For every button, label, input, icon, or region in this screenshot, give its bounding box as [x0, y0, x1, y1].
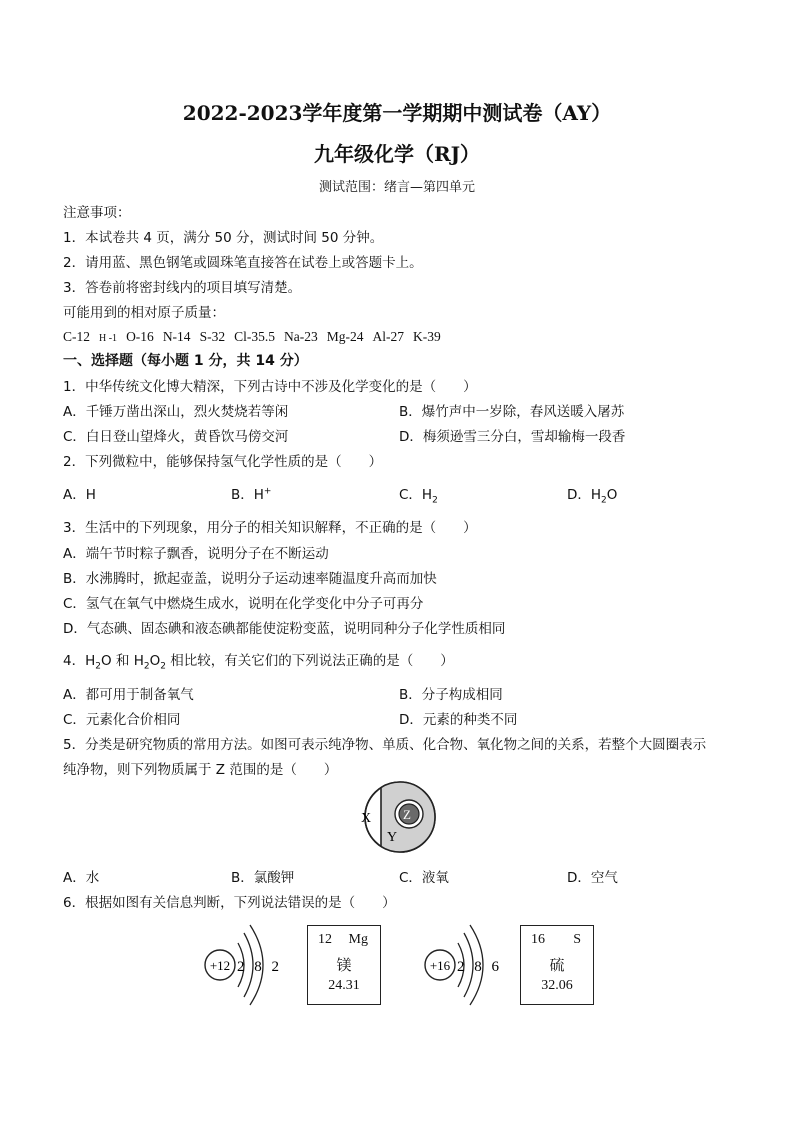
q4-sub: 2 — [160, 661, 166, 672]
exam-subtitle: 九年级化学（RJ） — [313, 142, 481, 166]
s-atom-diagram — [420, 915, 515, 1015]
question-4-stem — [63, 649, 454, 672]
mg-atomic-number: 12 — [318, 932, 332, 947]
label-z: Z — [403, 807, 411, 822]
q4-text: 相比较，有关它们的下列说法正确的是（ ） — [165, 653, 454, 669]
q4-option-a: A．都可用于制备氧气 — [63, 687, 194, 703]
q2-d-tail: O — [606, 487, 618, 503]
q1-option-c: C．白日登山望烽火，黄昏饮马傍交河 — [63, 429, 289, 445]
q2-option-d — [567, 483, 617, 506]
q2-d-text: D．H — [567, 487, 602, 503]
note-item: 3．答卷前将密封线内的项目填写清楚。 — [63, 280, 302, 296]
question-6-stem: 6．根据如图有关信息判断，下列说法错误的是（ ） — [63, 895, 396, 911]
mass-item: Al-27 — [372, 329, 404, 344]
q4-option-c: C．元素化合价相同 — [63, 712, 181, 728]
question-5-stem-line2: 纯净物，则下列物质属于 Z 范围的是（ ） — [63, 762, 338, 778]
question-1-stem: 1．中华传统文化博大精深，下列古诗中不涉及化学变化的是（ ） — [63, 379, 477, 395]
q5-option-c: C．液氧 — [399, 870, 449, 886]
atomic-masses — [63, 326, 450, 345]
question-2-stem: 2．下列微粒中，能够保持氢气化学性质的是（ ） — [63, 454, 383, 470]
mass-item: H -1 — [99, 333, 118, 344]
s-nucleus-label: +16 — [429, 958, 451, 973]
mg-mass: 24.31 — [328, 978, 360, 993]
s-element-card — [520, 925, 594, 1005]
q4-text: O — [149, 653, 161, 669]
question-3-stem: 3．生活中的下列现象，用分子的相关知识解释，不正确的是（ ） — [63, 520, 477, 536]
mg-atom-diagram — [200, 915, 295, 1015]
q4-text: 4．H — [63, 653, 96, 669]
q2-b-sup: + — [263, 486, 272, 497]
q2-c-text: C．H — [399, 487, 433, 503]
label-x: X — [361, 811, 372, 826]
q4-sub: 2 — [95, 661, 101, 672]
q1-option-b: B．爆竹声中一岁除，春风送暖入屠苏 — [399, 404, 625, 420]
mass-heading: 可能用到的相对原子质量： — [63, 305, 225, 321]
s-name: 硫 — [549, 956, 565, 974]
mass-item: Cl-35.5 — [234, 329, 275, 344]
mg-symbol: Mg — [348, 932, 368, 947]
q5-option-b: B．氯酸钾 — [231, 870, 295, 886]
q3-option-a: A．端午节时粽子飘香，说明分子在不断运动 — [63, 546, 329, 562]
note-item: 2．请用蓝、黑色钢笔或圆珠笔直接答在试卷上或答题卡上。 — [63, 255, 423, 271]
label-y: Y — [387, 830, 398, 845]
note-item: 1．本试卷共 4 页，满分 50 分，测试时间 50 分钟。 — [63, 230, 384, 246]
q5-option-d: D．空气 — [567, 870, 618, 886]
section-title: 一、选择题（每小题 1 分，共 14 分） — [63, 353, 308, 369]
mass-item: Na-23 — [283, 329, 318, 344]
mg-shell-electrons: 2 8 2 — [237, 959, 282, 975]
q2-option-b — [231, 483, 271, 503]
mg-element-card — [307, 925, 381, 1005]
q3-option-d: D．气态碘、固态碘和液态碘都能使淀粉变蓝，说明同种分子化学性质相同 — [63, 621, 506, 637]
exam-scope: 测试范围：绪言—第四单元 — [318, 180, 475, 195]
notes-heading: 注意事项： — [63, 205, 131, 221]
mass-item: Mg-24 — [326, 329, 364, 344]
q5-option-a: A．水 — [63, 870, 100, 886]
mass-item: K-39 — [412, 329, 441, 344]
mass-item: N-14 — [162, 329, 191, 344]
mg-name: 镁 — [336, 956, 352, 974]
s-mass: 32.06 — [541, 978, 573, 993]
q4-option-d: D．元素的种类不同 — [399, 712, 518, 728]
s-symbol: S — [573, 932, 581, 947]
mass-item: O-16 — [126, 329, 154, 344]
q1-option-a: A．千锤万凿出深山，烈火焚烧若等闲 — [63, 404, 289, 420]
q2-c-sub: 2 — [432, 495, 438, 506]
mass-item: C-12 — [63, 329, 90, 344]
s-shell-electrons: 2 8 6 — [457, 959, 502, 975]
exam-title: 2022-2023学年度第一学期期中测试卷（AY） — [182, 101, 612, 125]
s-atomic-number: 16 — [531, 932, 545, 947]
q3-option-b: B．水沸腾时，掀起壶盖，说明分子运动速率随温度升高而加快 — [63, 571, 437, 587]
q3-option-c: C．氢气在氧气中燃烧生成水，说明在化学变化中分子可再分 — [63, 596, 424, 612]
question-5-stem-line1: 5．分类是研究物质的常用方法。如图可表示纯净物、单质、化合物、氧化物之间的关系，若整个大圆圈表示 — [63, 737, 707, 753]
q2-option-a: A．H — [63, 487, 96, 503]
q4-option-b: B．分子构成相同 — [399, 687, 503, 703]
q4-sub: 2 — [143, 661, 150, 672]
mg-nucleus-label: +12 — [209, 958, 231, 973]
classification-diagram — [355, 780, 445, 854]
q1-option-d: D．梅须逊雪三分白，雪却输梅一段香 — [399, 429, 626, 445]
q2-b-text: B．H — [231, 487, 264, 503]
q2-d-sub: 2 — [601, 495, 607, 506]
q2-option-c — [399, 483, 438, 506]
q4-text: O 和 H — [100, 653, 144, 669]
mass-item: S-32 — [199, 329, 226, 344]
